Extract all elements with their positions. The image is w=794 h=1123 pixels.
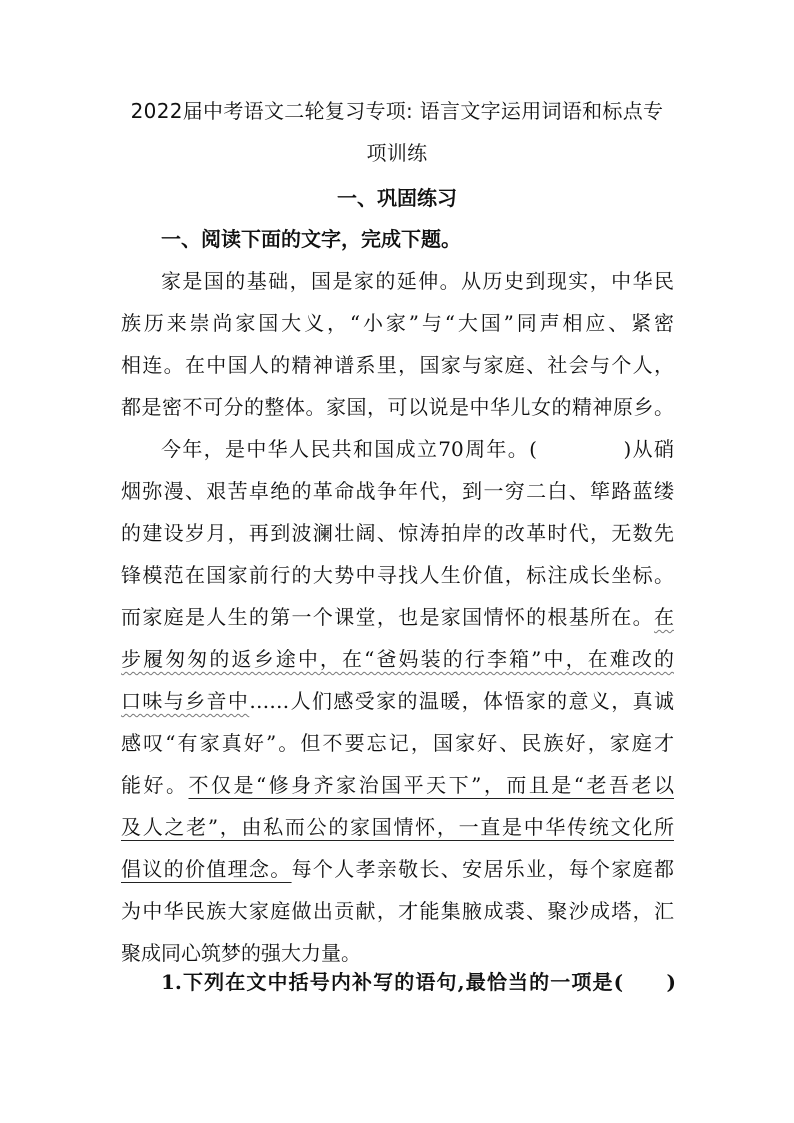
paragraph2-line: 锋模范在国家前行的大势中寻找人生价值，标注成长坐标。 [121, 563, 674, 587]
paragraph2-text: 而家庭是人生的第一个课堂，也是家国情怀的根基所在。 [121, 605, 654, 629]
paragraph2-line: 为中华民族大家庭做出贡献，才能集腋成裘、聚沙成塔，汇 [121, 899, 674, 923]
paragraph1-line: 族历来崇尚家国大义，“小家”与“大国”同声相应、紧密 [121, 311, 674, 335]
paragraph2-text: ……人们感受家的温暖，体悟家的意义，真诚 [249, 689, 674, 713]
paragraph2-line [121, 680, 674, 722]
underlined-sentence: 及人之老”，由私而公的家国情怀，一直是中华传统文化所 [121, 815, 674, 839]
wavy-underlined-text: 口味与乡音中 [121, 689, 250, 713]
paragraph2-line: 今年，是中华人民共和国成立70周年。( )从硝 [161, 437, 674, 461]
section-heading: 一、巩固练习 [337, 186, 457, 210]
paragraph2-line: 感叹“有家真好”。但不要忘记，国家好、民族好，家庭才 [121, 731, 674, 755]
underlined-sentence: 倡议的价值理念。 [121, 857, 292, 881]
paragraph2-text: 能好。 [121, 773, 189, 797]
paragraph1-line: 家是国的基础，国是家的延伸。从历史到现实，中华民 [161, 269, 674, 293]
document-title-line-1: 2022届中考语文二轮复习专项: 语言文字运用词语和标点专 [130, 99, 664, 123]
document-title-line-2: 项训练 [366, 141, 428, 165]
paragraph2-line [121, 806, 674, 848]
wavy-underlined-text: 步履匆匆的返乡途中，在“爸妈装的行李箱”中，在难改的 [121, 647, 674, 671]
question-1: 1.下列在文中括号内补写的语句,最恰当的一项是( ) [161, 970, 676, 994]
paragraph2-line [121, 596, 674, 638]
wavy-underlined-text: 在 [654, 605, 674, 629]
reading-instruction: 一、阅读下面的文字，完成下题。 [161, 227, 461, 251]
paragraph2-line [121, 764, 674, 806]
paragraph1-line: 相连。在中国人的精神谱系里，国家与家庭、社会与个人， [121, 353, 674, 377]
paragraph2-line: 聚成同心筑梦的强大力量。 [121, 941, 361, 965]
paragraph1-line: 都是密不可分的整体。家国，可以说是中华儿女的精神原乡。 [121, 395, 674, 419]
paragraph2-line [121, 848, 674, 890]
paragraph2-line: 的建设岁月，再到波澜壮阔、惊涛拍岸的改革时代，无数先 [121, 521, 674, 545]
paragraph2-text: 每个人孝亲敬长、安居乐业，每个家庭都 [291, 857, 675, 881]
paragraph2-line [121, 638, 674, 680]
underlined-sentence: 不仅是“修身齐家治国平天下”，而且是“老吾老以 [188, 773, 674, 797]
paragraph2-line: 烟弥漫、艰苦卓绝的革命战争年代，到一穷二白、筚路蓝缕 [121, 479, 674, 503]
